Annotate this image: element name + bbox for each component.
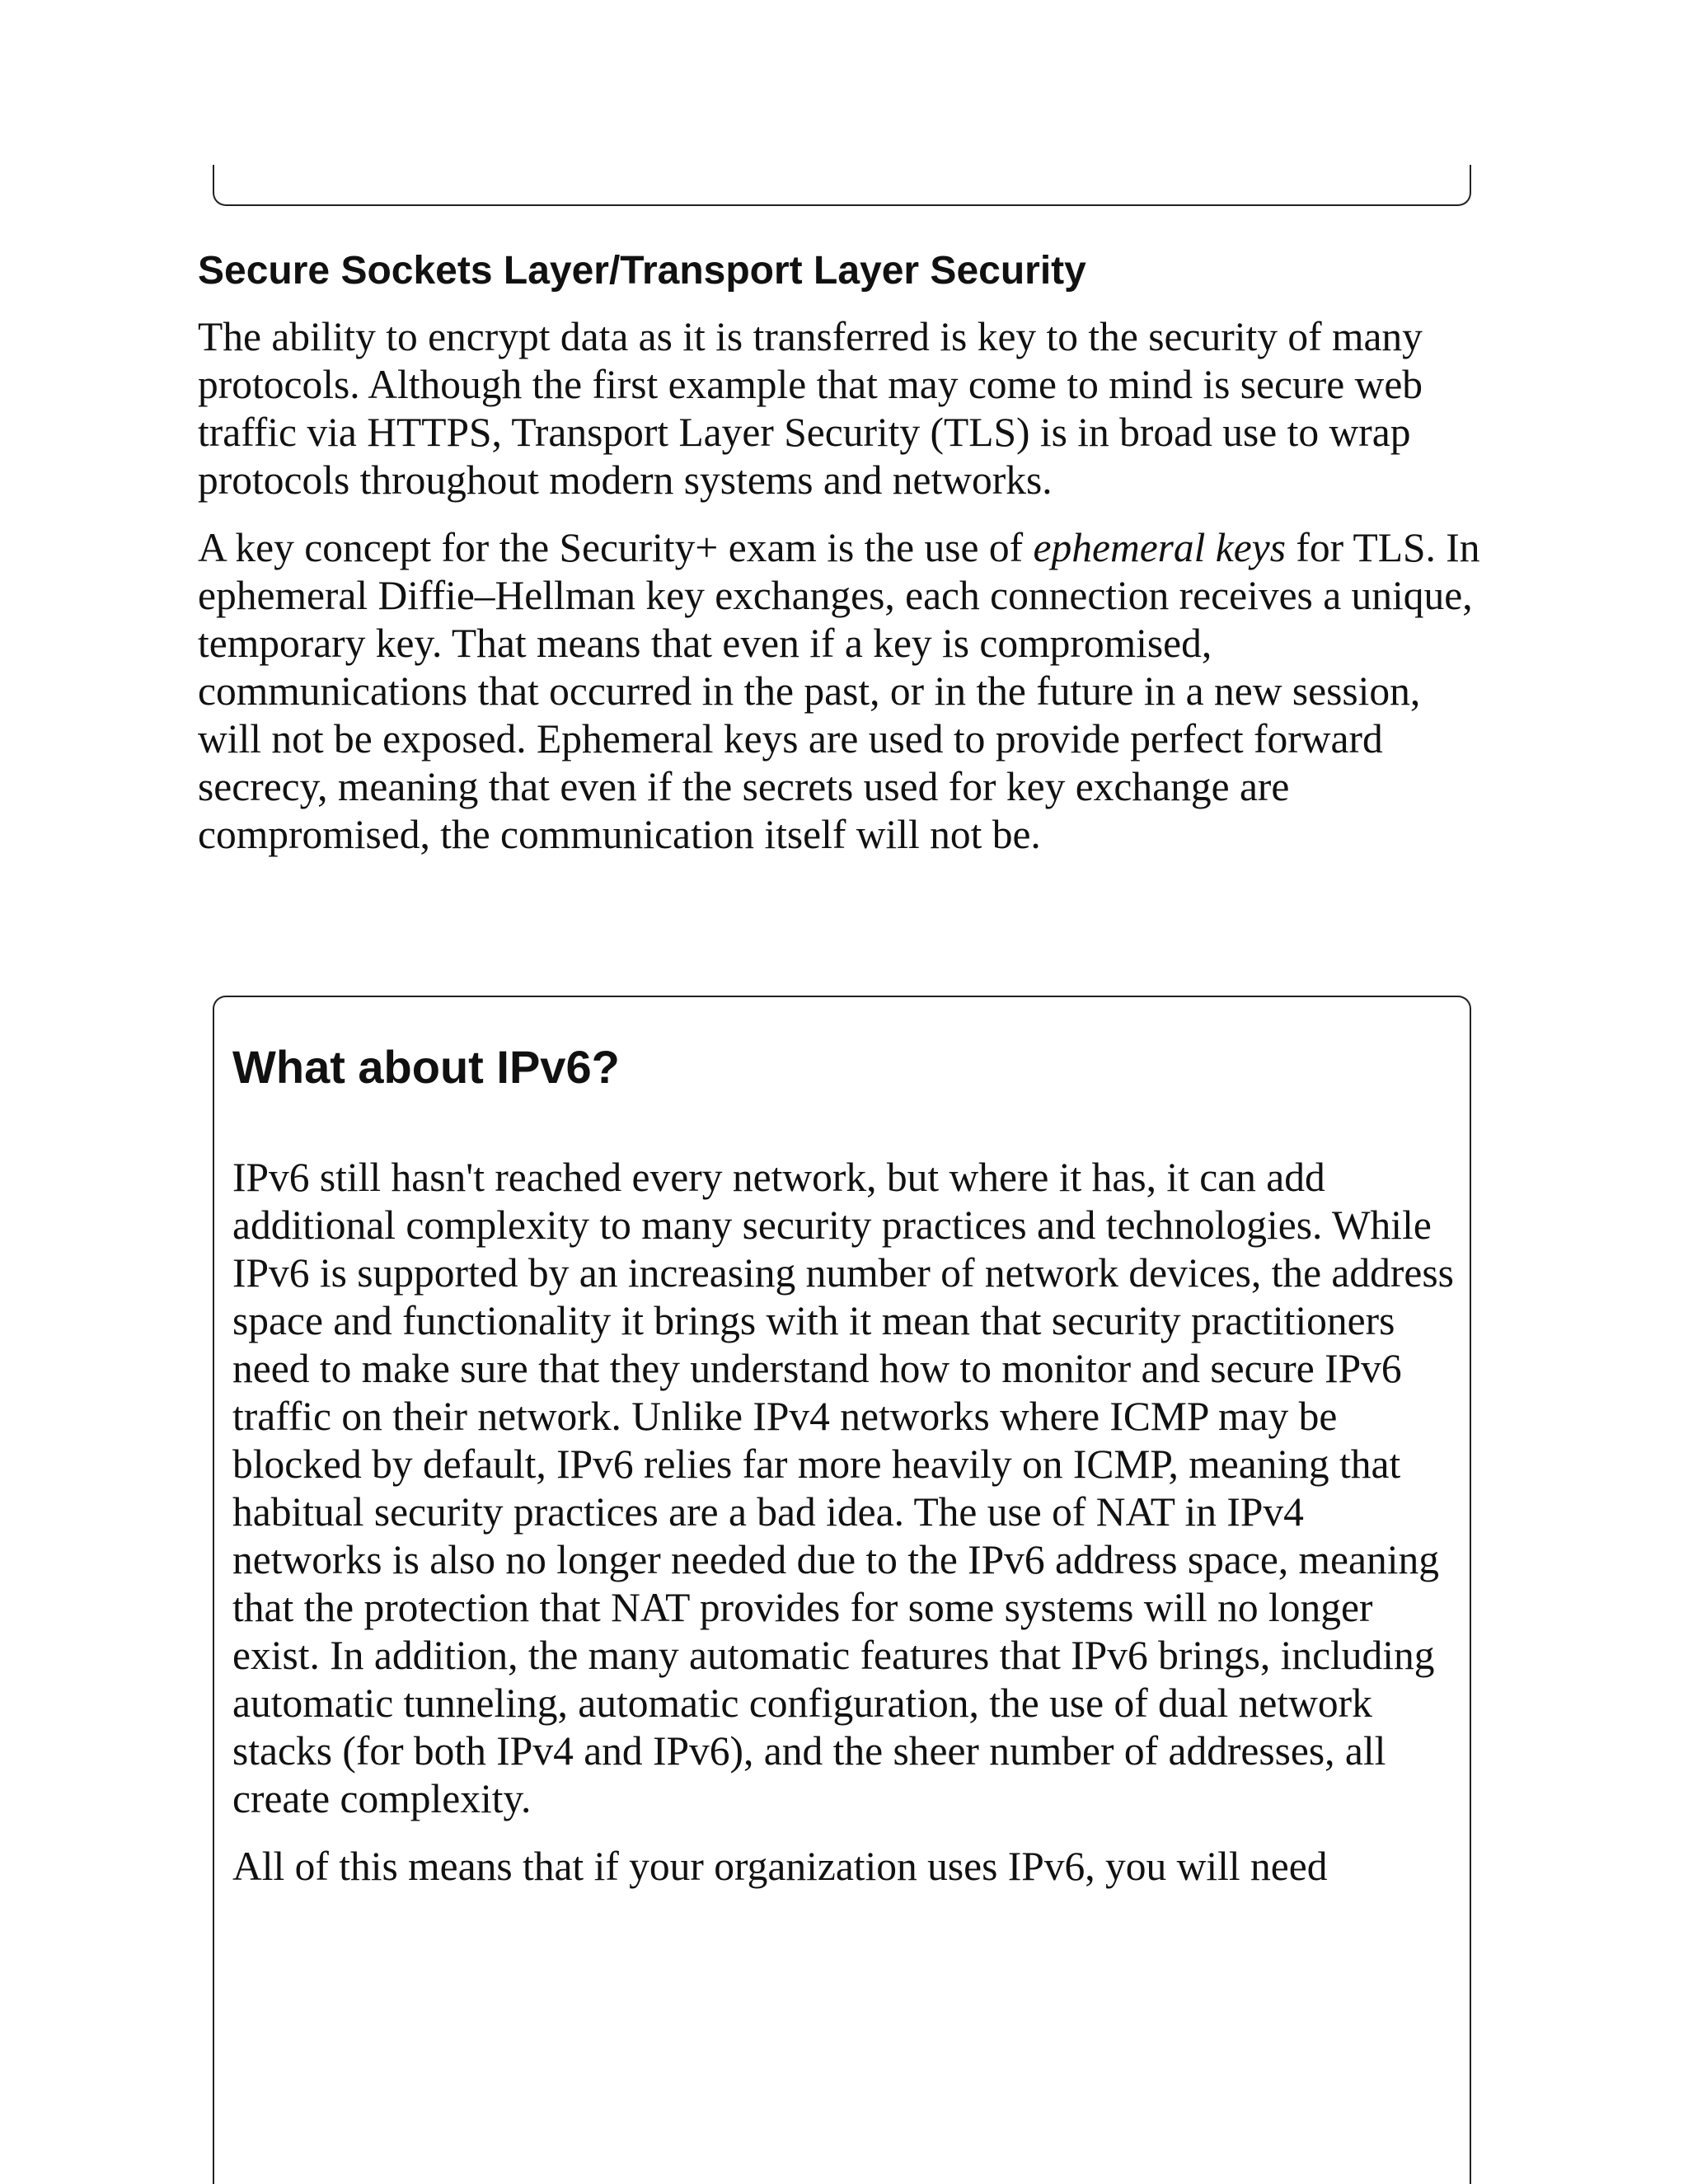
sidebar-paragraph-2: All of this means that if your organization uses IPv6, you will need <box>232 1844 1328 1889</box>
previous-sidebar-box-bottom <box>213 165 1471 206</box>
paragraph-2-text-end: for TLS. In ephemeral Diffie–Hellman key exchanges, each connection receives a unique, temporary key. That means that even if a key is compromised, communications that occurred in the past, or in the future in a new session, will not be exposed. Ephemeral keys are used to provide perfect forward secrecy, meaning that even if the secrets used for key exchange are compromised, the communication itself will not be. <box>198 525 1480 857</box>
sidebar-heading: What about IPv6? <box>232 1041 620 1093</box>
tls-section <box>198 247 1484 879</box>
sidebar-body <box>232 1154 1461 1910</box>
section-heading: Secure Sockets Layer/Transport Layer Security <box>198 249 1086 293</box>
sidebar-paragraph-1: IPv6 still hasn't reached every network, but where it has, it can add additional complexity to many security practices and technologies. While IPv6 is supported by an increasing number of network devices, the address space and functionality it brings with it mean that security practitioners need to make sure that they understand how to monitor and secure IPv6 traffic on their network. Unlike IPv4 networks where ICMP may be blocked by default, IPv6 relies far more heavily on ICMP, meaning that habitual security practices are a bad idea. The use of NAT in IPv4 networks is also no longer needed due to the IPv6 address space, meaning that the protection that NAT provides for some systems will no longer exist. In addition, the many automatic features that IPv6 brings, including automatic tunneling, automatic configuration, the use of dual network stacks (for both IPv4 and IPv6), and the sheer number of addresses, all create complexity. <box>232 1155 1454 1821</box>
section-paragraph-2 <box>198 524 1484 859</box>
section-paragraph-1: The ability to encrypt data as it is transferred is key to the security of many protocols. Although the first example that may come to mind is secure web traffic via HTTPS, Transport Layer Security (TLS) is in broad use to wrap protocols throughout modern systems and networks. <box>198 314 1423 503</box>
paragraph-2-text-start: A key concept for the Security+ exam is the use of <box>198 525 1034 570</box>
ipv6-sidebar-box <box>213 996 1471 2184</box>
ephemeral-keys-emphasis: ephemeral keys <box>1033 525 1286 570</box>
